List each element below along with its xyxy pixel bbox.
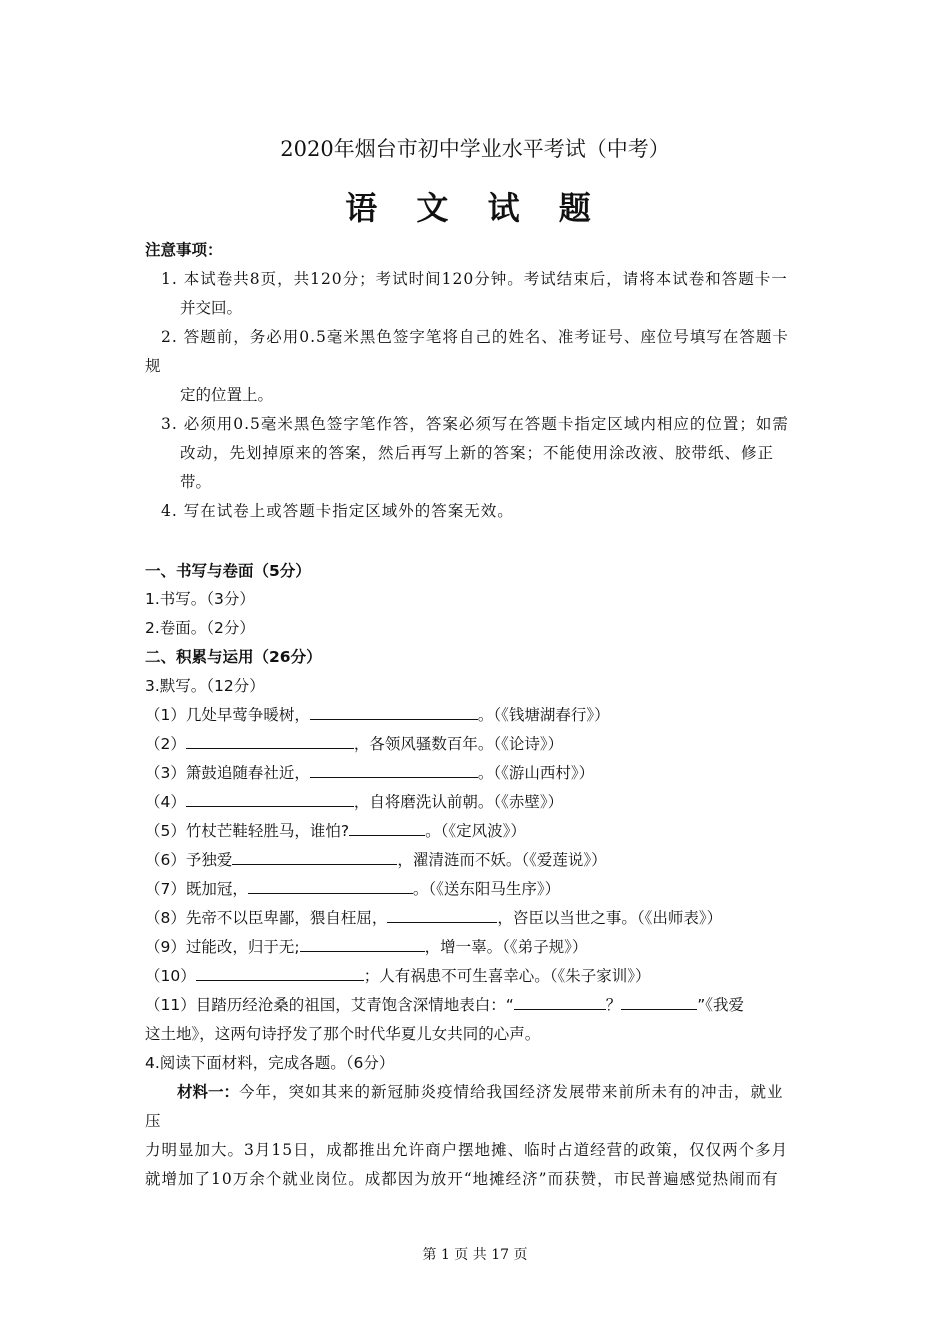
q11-prefix: （11）目踏历经沧桑的祖国，艾青饱含深情地表白：“: [145, 996, 514, 1014]
exam-header: 2020年烟台市初中学业水平考试（中考）: [280, 137, 670, 161]
answer-blank[interactable]: [310, 763, 478, 778]
fill-item: [145, 908, 722, 928]
notice-heading: 注意事项：: [145, 241, 223, 259]
fill-item: [145, 850, 607, 870]
q2-item: 2.卷面。（2分）: [145, 619, 255, 637]
fill-prefix: （6）予独爱: [145, 851, 233, 869]
fill-prefix: （3）箫鼓追随春社近，: [145, 764, 310, 782]
notice-line: 2. 答题前，务必用0.5毫米黑色签字笔将自己的姓名、准考证号、座位号填写在答题卡: [161, 328, 789, 346]
fill-suffix: ；人有祸患不可生喜幸心。（《朱子家训》）: [363, 967, 651, 985]
fill-item: [145, 792, 563, 812]
fill-prefix: （10）: [145, 967, 196, 985]
fill-suffix: 。（《送东阳马生序》）: [412, 880, 561, 898]
answer-blank[interactable]: [186, 734, 354, 749]
notice-line: 规: [145, 357, 161, 375]
fill-prefix: （2）: [145, 735, 186, 753]
material-line: 力明显加大。3月15日，成都推出允许商户摆地摊、临时占道经营的政策，仅仅两个多月: [145, 1141, 789, 1159]
fill-prefix: （1）几处早莺争暖树，: [145, 706, 310, 724]
fill-item: [145, 966, 651, 986]
notice-line: 4. 写在试卷上或答题卡指定区域外的答案无效。: [161, 502, 514, 520]
notice-line: 并交回。: [180, 299, 243, 317]
fill-suffix: 。（《游山西村》）: [477, 764, 595, 782]
fill-suffix: 。（《定风波》）: [425, 822, 526, 840]
q11-suffix: ”《我爱: [697, 996, 745, 1014]
fill-prefix: （7）既加冠，: [145, 880, 248, 898]
answer-blank[interactable]: [232, 850, 397, 865]
fill-item: [145, 734, 563, 754]
fill-suffix: ，濯清涟而不妖。（《爱莲说》）: [397, 851, 607, 869]
page-footer: 第 1 页 共 17 页: [422, 1247, 528, 1263]
answer-blank[interactable]: [196, 966, 364, 981]
q3-heading: 3.默写。（12分）: [145, 677, 265, 695]
notice-line: 3. 必须用0.5毫米黑色签字笔作答，答案必须写在答题卡指定区域内相应的位置；如需: [161, 415, 789, 433]
fill-item: [145, 937, 587, 957]
material-line: 就增加了10万余个就业岗位。成都因为放开“地摊经济”而获赞，市民普遍感觉热闹而有: [145, 1170, 779, 1188]
fill-suffix: 。（《钱塘湖春行》）: [477, 706, 610, 724]
fill-suffix: ，增一辜。（《弟子规》）: [424, 938, 588, 956]
answer-blank[interactable]: [186, 792, 354, 807]
q4-heading: 4.阅读下面材料，完成各题。（6分）: [145, 1054, 395, 1072]
fill-prefix: （5）竹杖芒鞋轻胜马，谁怕?: [145, 822, 350, 840]
material-line: [177, 1082, 784, 1102]
answer-blank[interactable]: [248, 879, 413, 894]
answer-blank[interactable]: [300, 937, 425, 952]
fill-item: [145, 821, 526, 841]
answer-blank[interactable]: [514, 995, 606, 1010]
section2-heading: 二、积累与运用（26分）: [145, 648, 322, 666]
material-text: 今年，突如其来的新冠肺炎疫情给我国经济发展带来前所未有的冲击，就业: [239, 1083, 784, 1101]
notice-line: 定的位置上。: [180, 386, 274, 404]
answer-blank[interactable]: [387, 908, 497, 923]
exam-title: 语 文 试 题: [345, 189, 605, 227]
q11-line2: 这土地》，这两句诗抒发了那个时代华夏儿女共同的心声。: [145, 1025, 541, 1043]
material-line: 压: [145, 1112, 161, 1130]
q11-mid: ？: [605, 996, 622, 1014]
fill-item: [145, 879, 560, 899]
fill-suffix: ，各领风骚数百年。（《论诗》）: [353, 735, 564, 753]
fill-suffix: ，自将磨洗认前朝。（《赤壁》）: [353, 793, 564, 811]
notice-line: 改动，先划掉原来的答案，然后再写上新的答案；不能使用涂改液、胶带纸、修正: [180, 444, 775, 462]
q1-item: 1.书写。（3分）: [145, 590, 255, 608]
q11-line1: [145, 995, 744, 1015]
notice-line: 1. 本试卷共8页，共120分；考试时间120分钟。考试结束后，请将本试卷和答题卡一: [161, 270, 788, 288]
fill-item: [145, 763, 594, 783]
fill-prefix: （8）先帝不以臣卑鄙，猥自枉屈，: [145, 909, 388, 927]
material-label: 材料一：: [177, 1083, 240, 1101]
notice-line: 带。: [180, 473, 212, 491]
fill-prefix: （9）过能改，归于无;: [145, 938, 300, 956]
answer-blank[interactable]: [310, 705, 478, 720]
fill-prefix: （4）: [145, 793, 186, 811]
fill-suffix: ，咨臣以当世之事。（《出师表》）: [497, 909, 723, 927]
answer-blank[interactable]: [621, 995, 697, 1010]
answer-blank[interactable]: [349, 821, 425, 836]
fill-item: [145, 705, 610, 725]
section1-heading: 一、书写与卷面（5分）: [145, 562, 311, 580]
